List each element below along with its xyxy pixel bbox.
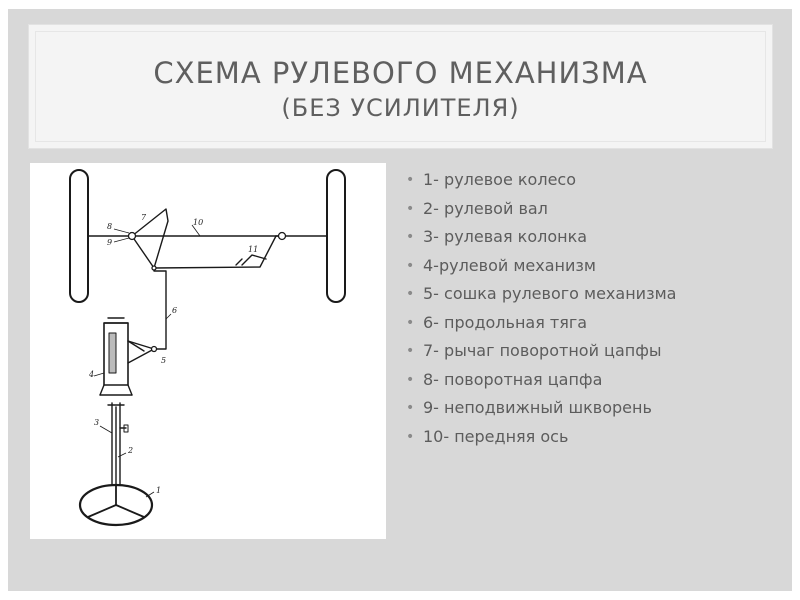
- legend-item: [403, 166, 783, 195]
- label-5: 5: [161, 356, 167, 365]
- label-9: 9: [107, 238, 113, 247]
- drag-link: [154, 268, 166, 349]
- legend-item-text: 1- рулевое колесо: [423, 170, 576, 189]
- label-8: 8: [107, 222, 113, 231]
- label-3: 3: [94, 418, 100, 427]
- left-wheel: [70, 170, 88, 302]
- bullet-icon: •: [406, 314, 415, 331]
- bullet-icon: •: [406, 343, 415, 359]
- legend-item: [403, 223, 783, 252]
- bullet-icon: •: [406, 229, 415, 245]
- steering-diagram: [30, 163, 386, 539]
- legend-item-text: 10- передняя ось: [423, 426, 569, 446]
- bullet-icon: •: [406, 428, 415, 445]
- legend-item-text: 9- неподвижный шкворень: [423, 398, 652, 417]
- label-11: 11: [248, 245, 259, 254]
- label-6: 6: [172, 306, 178, 315]
- legend-item-text: 4-рулевой механизм: [423, 255, 596, 275]
- slide-subtitle: (БЕЗ УСИЛИТЕЛЯ): [281, 94, 520, 122]
- legend-item-text: 3- рулевая колонка: [423, 227, 588, 246]
- slide: [8, 9, 792, 591]
- legend-item-text: 2- рулевой вал: [423, 198, 548, 218]
- legend-item-text: 5- сошка рулевого механизма: [423, 284, 677, 303]
- title-box: [28, 24, 773, 149]
- legend-item: [403, 394, 783, 423]
- right-wheel: [327, 170, 345, 302]
- slide-title: СХЕМА РУЛЕВОГО МЕХАНИЗМА: [153, 56, 648, 90]
- legend-item: [403, 280, 783, 309]
- label-4: 4: [89, 370, 95, 379]
- steering-arm: [132, 209, 168, 268]
- label-10: 10: [193, 218, 204, 227]
- label-1: 1: [156, 486, 162, 495]
- bullet-icon: •: [406, 400, 415, 416]
- legend-item-text: 7- рычаг поворотной цапфы: [423, 341, 662, 360]
- legend-item: [403, 195, 783, 224]
- bullet-icon: •: [406, 200, 415, 217]
- legend-item: [403, 337, 783, 366]
- label-2: 2: [128, 446, 134, 455]
- legend-item: [403, 366, 783, 395]
- bullet-icon: •: [406, 257, 415, 274]
- title-frame: [35, 31, 766, 142]
- legend-item-text: 6- продольная тяга: [423, 312, 588, 332]
- pitman-arm: [128, 341, 154, 363]
- legend-list: [403, 166, 783, 451]
- steering-diagram-drawing: [30, 163, 386, 539]
- bullet-icon: •: [406, 172, 415, 188]
- legend-item: [403, 423, 783, 452]
- bullet-icon: •: [406, 286, 415, 302]
- legend-item: [403, 252, 783, 281]
- label-7: 7: [141, 213, 147, 222]
- legend-item: [403, 309, 783, 338]
- bullet-icon: •: [406, 371, 415, 388]
- legend-item-text: 8- поворотная цапфа: [423, 369, 603, 389]
